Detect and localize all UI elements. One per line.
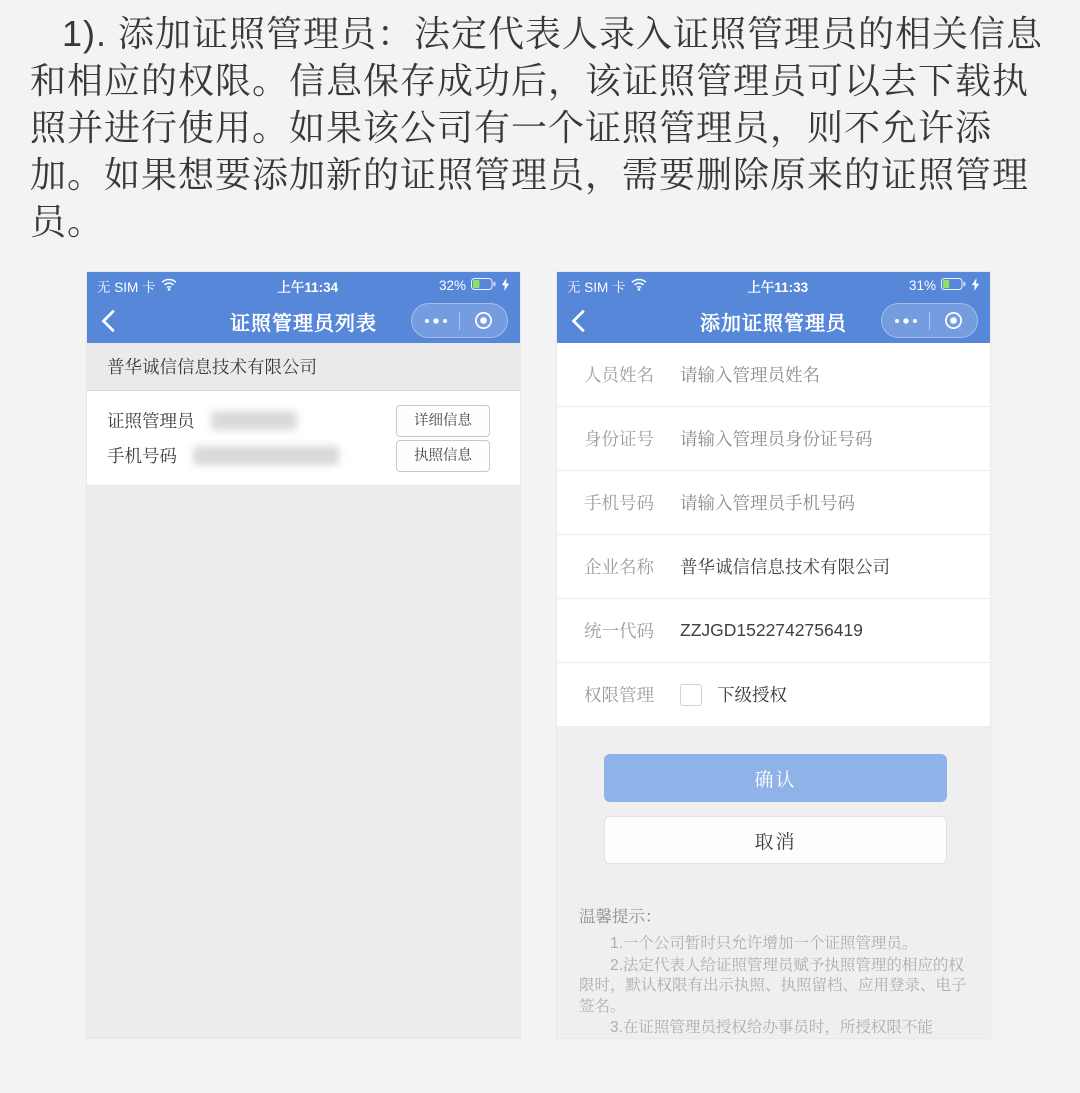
id-number-input[interactable]: 请输入管理员身份证号码 — [680, 429, 873, 449]
form-row-unified-code — [557, 599, 990, 663]
admin-name-redacted — [211, 411, 297, 430]
page-title: 证照管理员列表 — [230, 312, 377, 335]
exit-circle-button[interactable] — [460, 310, 507, 331]
phone-input[interactable]: 请输入管理员手机号码 — [680, 493, 855, 513]
admin-list-item — [87, 391, 520, 486]
confirm-button[interactable]: 确认 — [604, 754, 947, 802]
wifi-icon — [161, 278, 177, 294]
status-bar — [87, 272, 520, 299]
form-row-name — [557, 343, 990, 407]
subordinate-auth-label: 下级授权 — [717, 685, 787, 705]
miniprogram-capsule — [881, 303, 978, 338]
clock-label: 上午11:33 — [747, 279, 809, 295]
screenshot-admin-list — [87, 272, 520, 1038]
admin-phone-redacted — [193, 446, 339, 465]
charging-bolt-icon — [971, 278, 980, 294]
miniprogram-capsule — [411, 303, 508, 338]
status-bar — [557, 272, 990, 299]
battery-percent-label: 32% — [438, 278, 466, 293]
screenshot-add-admin — [557, 272, 990, 1038]
name-input[interactable]: 请输入管理员姓名 — [680, 365, 820, 385]
id-number-field-label: 身份证号 — [584, 429, 654, 449]
tip-item-3: 3.在证照管理员授权给办事员时，所授权限不能 — [610, 1019, 933, 1036]
exit-circle-button[interactable] — [930, 310, 977, 331]
screenshots-container — [87, 272, 1080, 1038]
carrier-label: 无 SIM 卡 — [97, 279, 156, 295]
intro-paragraph: 1). 添加证照管理员：法定代表人录入证照管理员的相关信息和相应的权限。信息保存成功后，该证照管理员可以去下载执照并进行使用。如果该公司有一个证照管理员，则不允许添加。如果想要添加新的证照管理员，需要删除原来的证照管理员。 — [30, 13, 1044, 242]
wifi-icon — [631, 278, 647, 294]
unified-code-value: ZZJGD1522742756419 — [680, 620, 863, 640]
tips-title: 温馨提示： — [579, 908, 662, 926]
subordinate-auth-checkbox[interactable] — [680, 684, 702, 706]
tips-section — [579, 903, 970, 1038]
clock-label: 上午11:34 — [277, 279, 339, 295]
company-value: 普华诚信信息技术有限公司 — [680, 557, 890, 577]
more-menu-button[interactable] — [882, 317, 929, 325]
form-row-company — [557, 535, 990, 599]
empty-list-area — [87, 486, 520, 1038]
battery-icon — [471, 278, 496, 293]
tip-item-2: 2.法定代表人给证照管理员赋予执照管理的相应的权限时，默认权限有出示执照、执照留档、应用登录、电子签名。 — [579, 956, 967, 1015]
form-footer — [557, 727, 990, 1038]
battery-icon — [941, 278, 966, 293]
company-name-header: 普华诚信信息技术有限公司 — [87, 343, 520, 391]
tip-item-1: 1.一个公司暂时只允许增加一个证照管理员。 — [610, 935, 918, 952]
unified-code-field-label: 统一代码 — [584, 621, 654, 641]
carrier-label: 无 SIM 卡 — [567, 279, 626, 295]
nav-bar — [87, 299, 520, 343]
nav-bar — [557, 299, 990, 343]
form-row-permissions — [557, 663, 990, 727]
permissions-field-label: 权限管理 — [584, 685, 654, 705]
admin-phone-label: 手机号码 — [107, 446, 177, 466]
charging-bolt-icon — [501, 278, 510, 294]
license-info-button[interactable]: 执照信息 — [396, 440, 490, 472]
page-title: 添加证照管理员 — [700, 312, 847, 335]
company-field-label: 企业名称 — [584, 557, 654, 577]
cancel-button[interactable]: 取消 — [604, 816, 947, 864]
name-field-label: 人员姓名 — [584, 365, 654, 385]
more-menu-button[interactable] — [412, 317, 459, 325]
detail-info-button[interactable]: 详细信息 — [396, 405, 490, 437]
form-row-id-number — [557, 407, 990, 471]
battery-percent-label: 31% — [908, 278, 936, 293]
phone-field-label: 手机号码 — [584, 493, 654, 513]
form-row-phone — [557, 471, 990, 535]
admin-name-label: 证照管理员 — [107, 411, 195, 431]
